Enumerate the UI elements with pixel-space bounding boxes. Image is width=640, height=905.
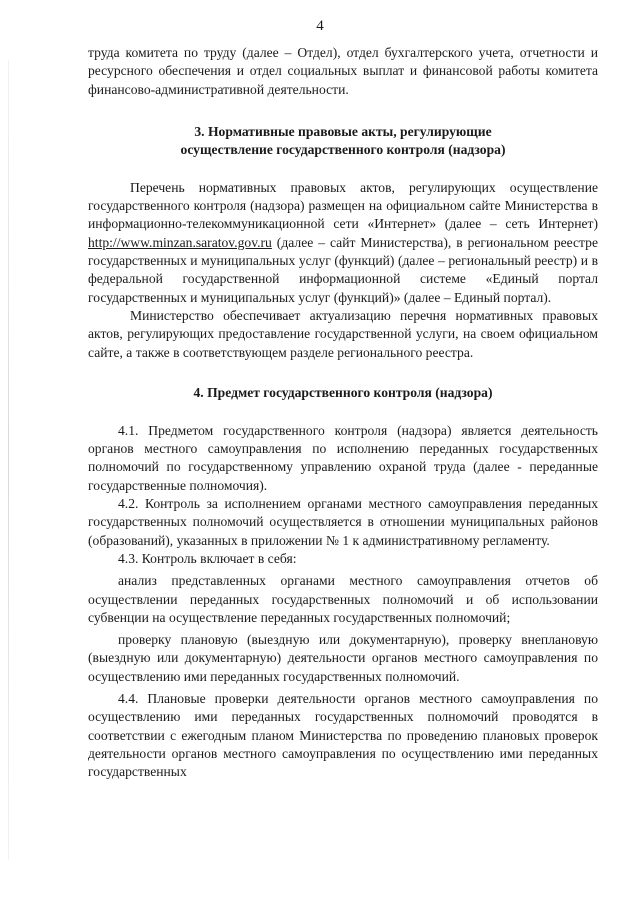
clause-4-3-item-2: проверку плановую (выездную или документарную), проверку внеплановую (выездную или документарную) деятельности органов местного самоуправления по осуществлению ими переданных государственных полномочий. bbox=[88, 632, 598, 684]
scan-edge-mark bbox=[8, 60, 9, 860]
section-3-paragraph-1 bbox=[88, 179, 598, 307]
clause-4-1: 4.1. Предметом государственного контроля (надзора) является деятельность органов местного самоуправления по исполнению переданных государственных полномочий по государственному управлению охраной труда (далее - переданные государственные полномочия). bbox=[88, 422, 598, 493]
clause-4-3-item-1: анализ представленных органами местного самоуправления отчетов об осуществлении переданных государственных полномочий и об использовании субвенции на осуществление переданных государственных полномочий; bbox=[88, 573, 598, 625]
section-3-title-line-2: осуществление государственного контроля (надзора) bbox=[180, 141, 506, 157]
section-4-heading: 4. Предмет государственного контроля (надзора) bbox=[193, 384, 493, 400]
section-3-paragraph-2: Министерство обеспечивает актуализацию перечня нормативных правовых актов, регулирующих предоставление государственной услуги, на своем официальном сайте, а также в соответствующем разделе регионального реестра. bbox=[88, 307, 598, 360]
section-3-p1-text-before-link: Перечень нормативных правовых актов, регулирующих осуществление государственного контроля (надзора) размещен на официальном сайте Министерства в информационно-телекоммуникационной сети «Интернет» (далее – сеть Интернет) bbox=[88, 179, 598, 232]
clause-4-4: 4.4. Плановые проверки деятельности органов местного самоуправления по осуществлению ими переданных государственных полномочий проводятся в соответствии с ежегодным планом Министерства по проведению плановых проверок деятельности органов местного самоуправления по осуществлению ими переданных государственных bbox=[88, 691, 598, 780]
document-body bbox=[88, 44, 598, 782]
section-3-heading bbox=[88, 123, 598, 159]
section-3-p1-text-after-link: (далее – сайт Министерства), в региональном реестре государственных и муниципальных услуг (функций) (далее – региональный реестр) и в федеральной государственной информационной системе «Единый портал государственных и муниципальных услуг (функций)» (далее – Единый портал). bbox=[88, 234, 598, 305]
clause-4-3: 4.3. Контроль включает в себя: bbox=[118, 550, 297, 566]
ministry-site-link[interactable]: http://www.minzan.saratov.gov.ru bbox=[88, 234, 272, 250]
section-3-title-line-1: 3. Нормативные правовые акты, регулирующие bbox=[194, 123, 492, 139]
clause-4-2: 4.2. Контроль за исполнением органами местного самоуправления переданных государственных полномочий осуществляется в отношении муниципальных районов (образований), указанных в приложении № 1 к административному регламенту. bbox=[88, 496, 598, 548]
intro-paragraph: труда комитета по труду (далее – Отдел), отдел бухгалтерского учета, отчетности и ресурсного обеспечения и отдел социальных выплат и финансовой работы комитета финансово-административной деятельности. bbox=[88, 45, 598, 97]
page-number: 4 bbox=[316, 18, 324, 34]
